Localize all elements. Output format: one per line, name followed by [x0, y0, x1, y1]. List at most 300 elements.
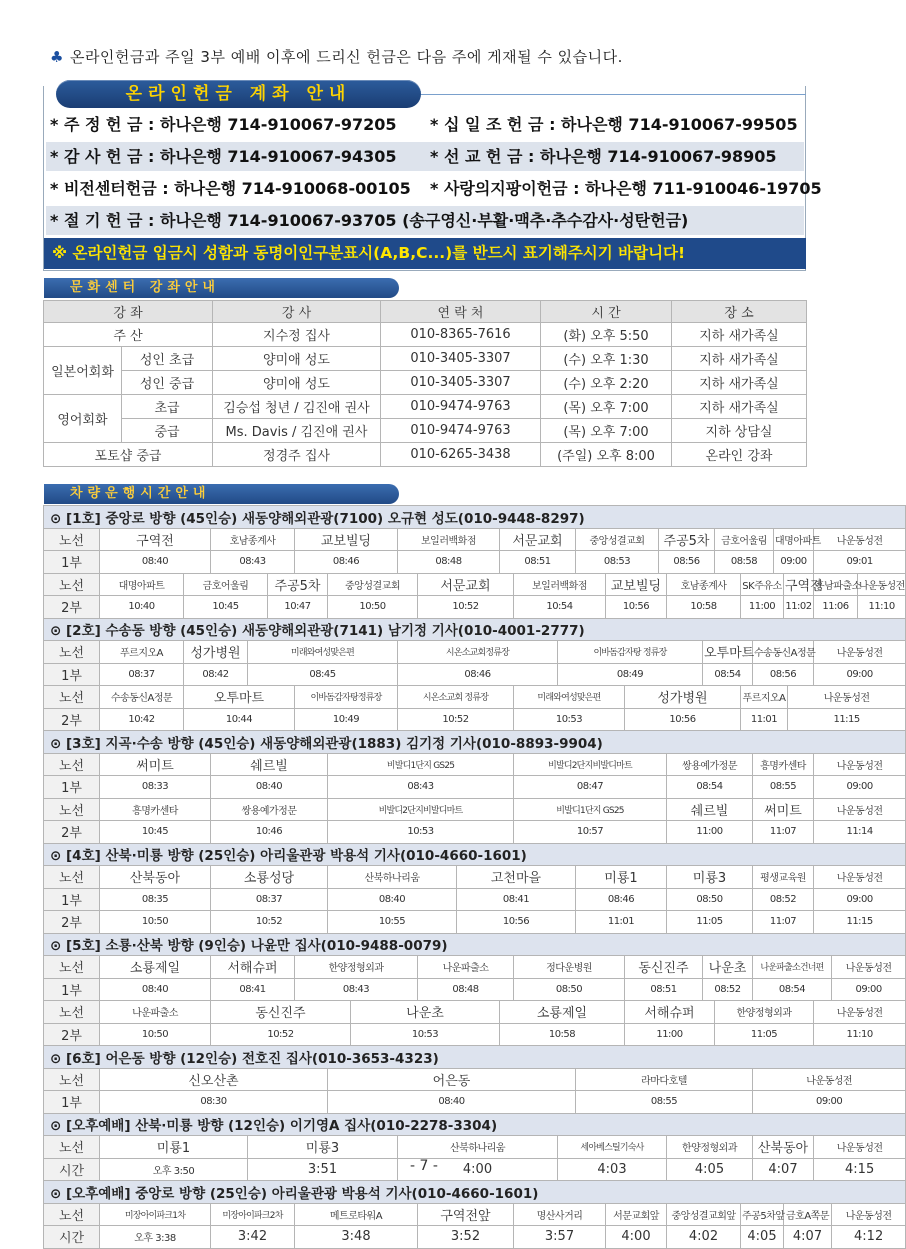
bus-route-title-row: [44, 933, 906, 956]
stop-row: [44, 866, 906, 889]
stop-cell: 산북하나리움: [328, 866, 457, 889]
row-label: 2부: [44, 821, 100, 844]
time-cell: 08:55: [576, 1091, 753, 1114]
time-cell: 4:07: [784, 1226, 832, 1249]
stop-cell: 세아베스틸기숙사: [558, 1136, 667, 1159]
time-cell: 10:57: [514, 821, 667, 844]
time-cell: 08:30: [100, 1091, 328, 1114]
bus-route-title: ⊙ [5호] 소룡·산북 방향 (9인승) 나윤만 집사(010-9488-0079): [44, 933, 906, 956]
bus-route-title-row: [44, 1046, 906, 1069]
offering-left: * 절 기 헌 금 : 하나은행 714-910067-93705 (송구영신·부활·맥추·추수감사·성탄헌금): [50, 211, 689, 230]
stop-cell: 푸르지오A: [741, 686, 788, 709]
stop-row: [44, 1068, 906, 1091]
time-row: [44, 978, 906, 1001]
row-label: 노선: [44, 753, 100, 776]
stop-cell: 서해슈퍼: [625, 1001, 715, 1024]
time-cell: 11:00: [741, 596, 784, 619]
time-cell: 08:46: [295, 551, 398, 574]
stop-cell: 시온소교회 정류장: [398, 686, 514, 709]
stop-cell: 고천마을: [457, 866, 576, 889]
stop-cell: 산북하나리움: [398, 1136, 558, 1159]
time-row: [44, 1023, 906, 1046]
stop-cell: 나운동성전: [814, 1136, 906, 1159]
time-cell: 08:40: [100, 978, 211, 1001]
header-contact: 연 락 처: [381, 301, 541, 323]
stop-cell: 미룡3: [667, 866, 753, 889]
culture-section-title: 문화센터 강좌안내: [44, 278, 399, 298]
stop-cell: 보일러백화점: [514, 573, 606, 596]
stop-cell: 명산사거리: [514, 1203, 606, 1226]
stop-cell: 나운동성전: [814, 528, 906, 551]
stop-cell: 호남종계사: [667, 573, 741, 596]
stop-cell: 서문교회: [500, 528, 576, 551]
time-cell: 08:43: [211, 551, 295, 574]
stop-cell: 한양정형외과: [667, 1136, 753, 1159]
stop-cell: 교보빌딩: [606, 573, 667, 596]
time-cell: 오후 3:38: [100, 1226, 211, 1249]
culture-table: [43, 300, 807, 467]
header-place: 장 소: [672, 301, 807, 323]
stop-cell: 비발디1단지 GS25: [514, 798, 667, 821]
time-cell: 08:56: [753, 663, 814, 686]
time-cell: 11:10: [814, 1023, 906, 1046]
stop-row: [44, 641, 906, 664]
row-label: 1부: [44, 888, 100, 911]
stop-cell: 나운파출소: [418, 956, 514, 979]
course-english: 영어회화: [44, 395, 122, 443]
time-cell: 11:00: [625, 1023, 715, 1046]
stop-cell: 흥명카센타: [100, 798, 211, 821]
time-cell: 08:52: [753, 888, 814, 911]
stop-cell: 금호어울림: [184, 573, 268, 596]
time-cell: 08:51: [500, 551, 576, 574]
offering-row-1: [46, 110, 804, 139]
table-row: 중급 Ms. Davis / 김진애 권사 010-9474-9763 (목) 오후 7:00 지하 상담실: [44, 419, 807, 443]
time-row: [44, 821, 906, 844]
time-cell: 4:02: [667, 1226, 741, 1249]
stop-cell: 푸르지오A: [100, 641, 184, 664]
time-cell: 11:14: [814, 821, 906, 844]
stop-cell: 쉐르빌: [211, 753, 328, 776]
time-cell: 08:41: [211, 978, 295, 1001]
time-cell: 10:53: [351, 1023, 500, 1046]
time-cell: 3:42: [211, 1226, 295, 1249]
offering-row-3: [46, 174, 822, 203]
stop-cell: 나운동성전: [814, 641, 906, 664]
row-label: 노선: [44, 798, 100, 821]
row-label: 1부: [44, 551, 100, 574]
stop-cell: 서문교회앞: [606, 1203, 667, 1226]
stop-cell: 금호어울림: [715, 528, 774, 551]
time-cell: 08:46: [398, 663, 558, 686]
time-cell: 11:15: [788, 708, 906, 731]
time-cell: 11:07: [753, 821, 814, 844]
table-header-row: [44, 301, 807, 323]
stop-cell: 메트로타워A: [295, 1203, 418, 1226]
stop-cell: 쉐르빌: [667, 798, 753, 821]
offering-right: * 선 교 헌 금 : 하나은행 714-910067-98905: [430, 147, 777, 166]
row-label: 노선: [44, 956, 100, 979]
time-cell: 11:10: [858, 596, 906, 619]
stop-cell: 비발디2단지비발디마트: [514, 753, 667, 776]
table-row: 영어회화 초급 김승섭 청년 / 김진애 권사 010-9474-9763 (목) 오후 7:00 지하 새가족실: [44, 395, 807, 419]
stop-cell: 나운초: [703, 956, 753, 979]
time-cell: 4:00: [398, 1158, 558, 1181]
table-row: 주 산 지수정 집사 010-8365-7616 (화) 오후 5:50 지하 새가족실: [44, 323, 807, 347]
time-cell: 10:55: [328, 911, 457, 934]
row-label: 1부: [44, 1091, 100, 1114]
time-cell: 09:00: [814, 888, 906, 911]
time-cell: 10:42: [100, 708, 184, 731]
time-cell: 10:53: [514, 708, 625, 731]
time-cell: 10:50: [100, 911, 211, 934]
time-cell: 11:06: [814, 596, 858, 619]
time-row: [44, 663, 906, 686]
page-number: - 7 -: [410, 1158, 438, 1174]
stop-row: [44, 956, 906, 979]
time-cell: 4:07: [753, 1158, 814, 1181]
stop-cell: 나운파출소: [100, 1001, 211, 1024]
time-cell: 08:41: [457, 888, 576, 911]
time-cell: 10:50: [328, 596, 418, 619]
time-row: [44, 551, 906, 574]
row-label: 노선: [44, 866, 100, 889]
time-cell: 10:58: [667, 596, 741, 619]
time-cell: 10:58: [500, 1023, 625, 1046]
time-cell: 10:53: [328, 821, 514, 844]
time-cell: 11:05: [667, 911, 753, 934]
online-offering-title: 온라인헌금 계좌 안내: [56, 80, 421, 108]
time-cell: 11:00: [667, 821, 753, 844]
row-label: 2부: [44, 911, 100, 934]
stop-cell: 라마다호텔: [576, 1068, 753, 1091]
time-cell: 4:15: [814, 1158, 906, 1181]
stop-cell: 대명아파트: [100, 573, 184, 596]
row-label: 1부: [44, 663, 100, 686]
time-cell: 08:40: [100, 551, 211, 574]
stop-cell: 오투마트: [184, 686, 295, 709]
time-cell: 10:54: [514, 596, 606, 619]
time-cell: 08:40: [211, 776, 328, 799]
bus-route-title: ⊙ [오후예배] 중앙로 방향 (25인승) 아리울관광 박용석 기사(010-4660-1601): [44, 1181, 906, 1204]
time-cell: 오후 3:50: [100, 1158, 248, 1181]
stop-row: [44, 1001, 906, 1024]
offering-row-2: [46, 142, 804, 171]
stop-cell: 소룡제일: [500, 1001, 625, 1024]
time-cell: 08:56: [659, 551, 715, 574]
time-cell: 11:05: [715, 1023, 814, 1046]
stop-cell: 정다운병원: [514, 956, 625, 979]
time-cell: 08:53: [576, 551, 659, 574]
time-cell: 10:46: [211, 821, 328, 844]
stop-cell: 비발디1단지 GS25: [328, 753, 514, 776]
time-cell: 08:51: [625, 978, 703, 1001]
time-cell: 10:50: [100, 1023, 211, 1046]
time-cell: 08:35: [100, 888, 211, 911]
time-cell: 08:54: [703, 663, 753, 686]
time-cell: 08:50: [667, 888, 753, 911]
bus-route-title-row: [44, 1113, 906, 1136]
time-cell: 08:46: [576, 888, 667, 911]
stop-cell: 쌍용예가정문: [211, 798, 328, 821]
vehicle-section-title: 차량운행시간안내: [44, 484, 399, 504]
time-cell: 10:52: [211, 911, 328, 934]
stop-cell: 평생교육원: [753, 866, 814, 889]
stop-cell: 구역전: [100, 528, 211, 551]
stop-cell: 미룡1: [100, 1136, 248, 1159]
time-cell: 09:00: [774, 551, 814, 574]
stop-cell: 서문교회: [418, 573, 514, 596]
stop-cell: 미룡3: [248, 1136, 398, 1159]
offering-right: * 사랑의지팡이헌금 : 하나은행 711-910046-19705: [430, 179, 822, 198]
row-label: 시간: [44, 1226, 100, 1249]
time-cell: 08:48: [398, 551, 500, 574]
offering-right: * 십 일 조 헌 금 : 하나은행 714-910067-99505: [430, 115, 798, 134]
bus-route-title-row: [44, 843, 906, 866]
stop-cell: 시온소교회정류장: [398, 641, 558, 664]
time-cell: 10:56: [625, 708, 741, 731]
stop-cell: 미래와여성맞은편: [248, 641, 398, 664]
header-course: 강 좌: [44, 301, 213, 323]
time-row: [44, 776, 906, 799]
stop-cell: 산북동아: [753, 1136, 814, 1159]
stop-cell: 나운파출소건너편: [753, 956, 832, 979]
time-cell: 08:40: [328, 1091, 576, 1114]
stop-row: [44, 1136, 906, 1159]
bus-route-title: ⊙ [2호] 수송동 방향 (45인승) 새동양해외관광(7141) 남기정 기사(010-4001-2777): [44, 618, 906, 641]
stop-cell: 수송동신A정문: [100, 686, 184, 709]
bus-route-title: ⊙ [오후예배] 산북·미룡 방향 (12인승) 이기영A 집사(010-2278-3304): [44, 1113, 906, 1136]
stop-cell: 나운초: [351, 1001, 500, 1024]
time-cell: 11:01: [576, 911, 667, 934]
time-cell: 08:37: [211, 888, 328, 911]
stop-row: [44, 1203, 906, 1226]
stop-cell: 산북동아: [100, 866, 211, 889]
stop-cell: 보일러백화점: [398, 528, 500, 551]
stop-cell: 소룡제일: [100, 956, 211, 979]
time-cell: 08:52: [703, 978, 753, 1001]
table-row: 성인 중급 양미애 성도 010-3405-3307 (수) 오후 2:20 지하 새가족실: [44, 371, 807, 395]
time-cell: 08:40: [328, 888, 457, 911]
stop-cell: 호남종계사: [211, 528, 295, 551]
time-cell: 4:03: [558, 1158, 667, 1181]
bus-route-title: ⊙ [3호] 지곡·수송 방향 (45인승) 새동양해외관광(1883) 김기정 기사(010-8893-9904): [44, 731, 906, 754]
time-cell: 08:48: [418, 978, 514, 1001]
time-row: [44, 596, 906, 619]
time-cell: 08:54: [667, 776, 753, 799]
time-cell: 4:12: [832, 1226, 906, 1249]
bus-route-title-row: [44, 1181, 906, 1204]
row-label: 노선: [44, 686, 100, 709]
row-label: 노선: [44, 1203, 100, 1226]
stop-row: [44, 573, 906, 596]
row-label: 시간: [44, 1158, 100, 1181]
row-label: 노선: [44, 1068, 100, 1091]
time-cell: 09:00: [814, 663, 906, 686]
time-cell: 08:43: [328, 776, 514, 799]
stop-cell: 구역전: [784, 573, 814, 596]
time-cell: 4:05: [741, 1226, 784, 1249]
time-cell: 08:37: [100, 663, 184, 686]
stop-cell: 한양정형외과: [295, 956, 418, 979]
stop-cell: 나운동성전: [788, 686, 906, 709]
stop-cell: 서해슈퍼: [211, 956, 295, 979]
stop-cell: 이바돔감자탕 정류장: [558, 641, 703, 664]
stop-cell: 주공5차앞: [741, 1203, 784, 1226]
time-row: [44, 1226, 906, 1249]
stop-cell: 나운동성전: [814, 798, 906, 821]
stop-cell: 오투마트: [703, 641, 753, 664]
offering-row-4: [46, 206, 804, 235]
time-cell: 08:58: [715, 551, 774, 574]
time-cell: 3:57: [514, 1226, 606, 1249]
time-cell: 11:07: [753, 911, 814, 934]
time-cell: 08:42: [184, 663, 248, 686]
stop-cell: 나운동성전: [832, 1203, 906, 1226]
time-cell: 10:56: [606, 596, 667, 619]
stop-row: [44, 753, 906, 776]
bus-route-title-row: [44, 618, 906, 641]
time-cell: 09:00: [814, 776, 906, 799]
row-label: 2부: [44, 596, 100, 619]
time-cell: 10:45: [100, 821, 211, 844]
time-cell: 08:45: [248, 663, 398, 686]
stop-cell: 쌍용예가정문: [667, 753, 753, 776]
stop-cell: 중앙성결교회앞: [667, 1203, 741, 1226]
offering-left: * 비전센터헌금 : 하나은행 714-910068-00105: [50, 179, 411, 198]
table-row: 포토샵 중급 정경주 집사 010-6265-3438 (주일) 오후 8:00 온라인 강좌: [44, 443, 807, 467]
stop-row: [44, 528, 906, 551]
time-cell: 10:52: [418, 596, 514, 619]
time-cell: 3:52: [418, 1226, 514, 1249]
offering-left: * 감 사 헌 금 : 하나은행 714-910067-94305: [50, 147, 397, 166]
stop-cell: SK주유소: [741, 573, 784, 596]
stop-cell: 대명아파트: [774, 528, 814, 551]
stop-cell: 중앙성결교회: [576, 528, 659, 551]
row-label: 노선: [44, 641, 100, 664]
time-cell: 11:02: [784, 596, 814, 619]
time-row: [44, 1091, 906, 1114]
time-cell: 10:47: [268, 596, 328, 619]
time-cell: 11:01: [741, 708, 788, 731]
table-row: 일본어회화 성인 초급 양미애 성도 010-3405-3307 (수) 오후 1:30 지하 새가족실: [44, 347, 807, 371]
stop-cell: 소룡성당: [211, 866, 328, 889]
time-cell: 10:52: [398, 708, 514, 731]
time-cell: 08:33: [100, 776, 211, 799]
stop-cell: 미래와여성맞은편: [514, 686, 625, 709]
stop-cell: 나운동성전: [832, 956, 906, 979]
row-label: 1부: [44, 776, 100, 799]
time-cell: 08:55: [753, 776, 814, 799]
stop-cell: 구역전앞: [418, 1203, 514, 1226]
header-time: 시 간: [541, 301, 672, 323]
stop-cell: 나운동성전: [753, 1068, 906, 1091]
stop-cell: 나운동성전: [858, 573, 906, 596]
stop-cell: 수송동신A정문: [753, 641, 814, 664]
stop-cell: 동신진주: [625, 956, 703, 979]
stop-cell: 써미트: [753, 798, 814, 821]
stop-cell: 비발디2단지비발디마트: [328, 798, 514, 821]
time-cell: 10:49: [295, 708, 398, 731]
stop-cell: 나운동성전: [814, 1001, 906, 1024]
stop-cell: 흥명카센타: [753, 753, 814, 776]
time-cell: 10:40: [100, 596, 184, 619]
row-label: 2부: [44, 1023, 100, 1046]
row-label: 2부: [44, 708, 100, 731]
bus-route-title: ⊙ [4호] 산북·미룡 방향 (25인승) 아리울관광 박용석 기사(010-4660-1601): [44, 843, 906, 866]
stop-cell: 신오산촌: [100, 1068, 328, 1091]
stop-cell: 나운동성전: [814, 866, 906, 889]
time-cell: 10:56: [457, 911, 576, 934]
bus-route-title-row: [44, 731, 906, 754]
stop-cell: 중앙성결교회: [328, 573, 418, 596]
time-row: [44, 708, 906, 731]
stop-cell: 한양정형외과: [715, 1001, 814, 1024]
offering-left: * 주 정 헌 금 : 하나은행 714-910067-97205: [50, 115, 397, 134]
time-cell: 4:00: [606, 1226, 667, 1249]
stop-cell: 어은동: [328, 1068, 576, 1091]
bus-route-title: ⊙ [1호] 중앙로 방향 (45인승) 새동양해외관광(7100) 오규현 성도(010-9448-8297): [44, 506, 906, 529]
stop-row: [44, 798, 906, 821]
time-cell: 11:15: [814, 911, 906, 934]
bus-route-title-row: [44, 506, 906, 529]
time-cell: 10:52: [211, 1023, 351, 1046]
stop-cell: 써미트: [100, 753, 211, 776]
row-label: 노선: [44, 528, 100, 551]
row-label: 노선: [44, 1136, 100, 1159]
stop-cell: 나운동성전: [814, 753, 906, 776]
time-cell: 08:54: [753, 978, 832, 1001]
notice: [50, 46, 623, 67]
notice-text: 온라인헌금과 주일 3부 예배 이후에 드리신 헌금은 다음 주에 게재될 수 있습니다.: [69, 48, 623, 66]
time-row: [44, 888, 906, 911]
stop-cell: 성가병원: [184, 641, 248, 664]
time-cell: 09:00: [753, 1091, 906, 1114]
header-teacher: 강 사: [213, 301, 381, 323]
time-cell: 08:50: [514, 978, 625, 1001]
bus-route-title: ⊙ [6호] 어은동 방향 (12인승) 전호진 집사(010-3653-4323): [44, 1046, 906, 1069]
time-cell: 09:00: [832, 978, 906, 1001]
stop-cell: 주공5차: [659, 528, 715, 551]
row-label: 노선: [44, 1001, 100, 1024]
stop-cell: 미룡1: [576, 866, 667, 889]
stop-cell: 성가병원: [625, 686, 741, 709]
time-cell: 10:45: [184, 596, 268, 619]
stop-cell: 미장아이파크1차: [100, 1203, 211, 1226]
time-cell: 08:49: [558, 663, 703, 686]
stop-cell: 동신진주: [211, 1001, 351, 1024]
offering-warning: ※ 온라인헌금 입금시 성함과 동명이인구분표시(A,B,C...)를 반드시 표기해주시기 바랍니다!: [44, 238, 806, 269]
club-icon: ♣: [50, 48, 64, 66]
banner-line: [420, 94, 806, 95]
time-cell: 08:43: [295, 978, 418, 1001]
row-label: 노선: [44, 573, 100, 596]
time-cell: 10:44: [184, 708, 295, 731]
stop-cell: 교보빌딩: [295, 528, 398, 551]
stop-cell: 이바돔감자탕정류장: [295, 686, 398, 709]
time-cell: 3:51: [248, 1158, 398, 1181]
time-cell: 09:01: [814, 551, 906, 574]
row-label: 1부: [44, 978, 100, 1001]
time-cell: 4:05: [667, 1158, 753, 1181]
stop-cell: 금호A쪽문: [784, 1203, 832, 1226]
course-japanese: 일본어회화: [44, 347, 122, 395]
stop-cell: 미장아이파크2차: [211, 1203, 295, 1226]
vehicle-schedule-table: [43, 505, 906, 1249]
stop-cell: 흥남파출소: [814, 573, 858, 596]
time-cell: 3:48: [295, 1226, 418, 1249]
time-cell: 08:47: [514, 776, 667, 799]
